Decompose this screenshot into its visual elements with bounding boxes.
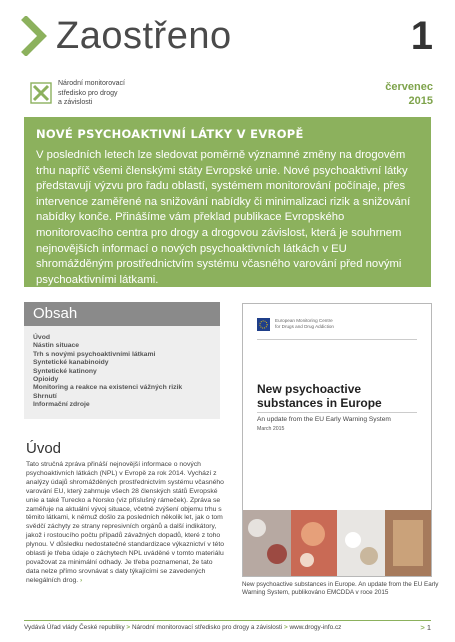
cover-org: European Monitoring Centre for Drugs and Drug Addiction	[275, 318, 334, 329]
cover-photo-strip	[243, 510, 431, 576]
issue-number: 1	[410, 14, 433, 58]
org-name: Národní monitorovací středisko pro drogy a závislosti	[58, 80, 125, 106]
cover-divider	[257, 339, 417, 340]
footer-divider	[24, 620, 431, 621]
toc-item[interactable]: Opioidy	[33, 376, 59, 384]
arrow-icon: ›	[80, 576, 83, 584]
publication-cover	[242, 303, 432, 577]
cover-divider	[257, 412, 417, 413]
toc-list	[33, 334, 182, 410]
page-number: > 1	[420, 623, 431, 632]
footer-org: Národní monitorovací středisko pro drogy a závislosti	[131, 624, 283, 631]
org-x-logo-icon	[30, 82, 52, 104]
brand-title: Zaostřeno	[56, 15, 232, 57]
cover-date: March 2015	[257, 426, 285, 432]
toc-item[interactable]: Monitoring a reakce na existenci vážných rizik	[33, 384, 183, 392]
intro-heading: Úvod	[26, 440, 62, 457]
toc-item[interactable]: Syntetické kanabinoidy	[33, 359, 109, 367]
eu-flag-icon	[257, 318, 270, 331]
issue-month: červenec	[385, 81, 433, 93]
toc-title: Obsah	[33, 305, 78, 322]
toc-item[interactable]: Úvod	[33, 334, 50, 341]
lead-text: V posledních letech lze sledovat poměrně významné změny na drogovém trhu napříč všemi členskými státy Evropské unie. Nové psychoaktivní látky představují výzvu pro řadu oblastí, systémem monitorování počínaje, přes intervence zaměřené na snižování nabídky či minimalizaci rizik a snižování nabídky konče. Přinášíme vám překlad publikace Evropského monitorovacího centra pro drogy a drogovou závislost, která je souhrnem nejnovějších informací o nových psychoaktivních látkách v EU shromážděným prostřednictvím systému včasného varování před novými psychoaktivními látkami.	[36, 149, 411, 286]
footer-link[interactable]: www.drogy-info.cz	[289, 624, 342, 631]
intro-text: Tato stručná zpráva přináší nejnovější informace o nových psychoaktivních látkách (NPL) v Evropě za rok 2014. Vychází z analýzy údajů shromážděných prostřednictvím systému včasného varování EU, který zahrnuje všech 28 členských států Evropské unie a také Turecko a Norsko (viz příslušný rámeček). Zpráva se zaměřuje na aktuální vývoj situace, včetně zvýšení objemu trhu s těmito látkami, k němuž došlo za posledních několik let, jak o tom svědčí záchyty ze strany represivních orgánů a další indikátory, jakož i rostoucího počtu případů závažných dopadů, které z toho plynou. V důsledku nedostatečné standardizace výkaznictví v této oblasti je třeba údaje o záchytech NPL uváděné v tomto materiálu považovat za minimální odhady. Je třeba poznamenat, že tato data nelze přímo srovnávat s daty týkajícími se zavedených nelegálních drog. ›	[26, 461, 224, 584]
chevron-right-icon	[20, 16, 48, 56]
toc-item[interactable]: Nástin situace	[33, 342, 80, 350]
cover-caption: New psychoactive substances in Europe. An update from the EU Early Warning System, publikováno EMCDDA v roce 2015	[242, 581, 439, 596]
toc-item[interactable]: Syntetické katinony	[33, 367, 97, 375]
toc-item[interactable]: Shrnutí	[33, 392, 57, 400]
toc-header	[24, 302, 220, 326]
issue-year: 2015	[408, 95, 433, 107]
lead-box	[24, 117, 431, 287]
table-of-contents	[24, 302, 220, 419]
cover-subtitle: An update from the EU Early Warning System	[257, 416, 391, 423]
footer: Vydává Úřad vlády České republiky > Národní monitorovací středisko pro drogy a závislosti > www.drogy-info.cz	[24, 624, 342, 631]
cover-title: New psychoactive substances in Europe	[257, 382, 382, 410]
toc-item[interactable]: Trh s novými psychoaktivními látkami	[33, 350, 156, 358]
lead-title: NOVÉ PSYCHOAKTIVNÍ LÁTKY V EVROPĚ	[36, 127, 304, 141]
toc-item[interactable]: Informační zdroje	[33, 401, 90, 409]
footer-publisher: Vydává Úřad vlády České republiky	[24, 624, 125, 631]
